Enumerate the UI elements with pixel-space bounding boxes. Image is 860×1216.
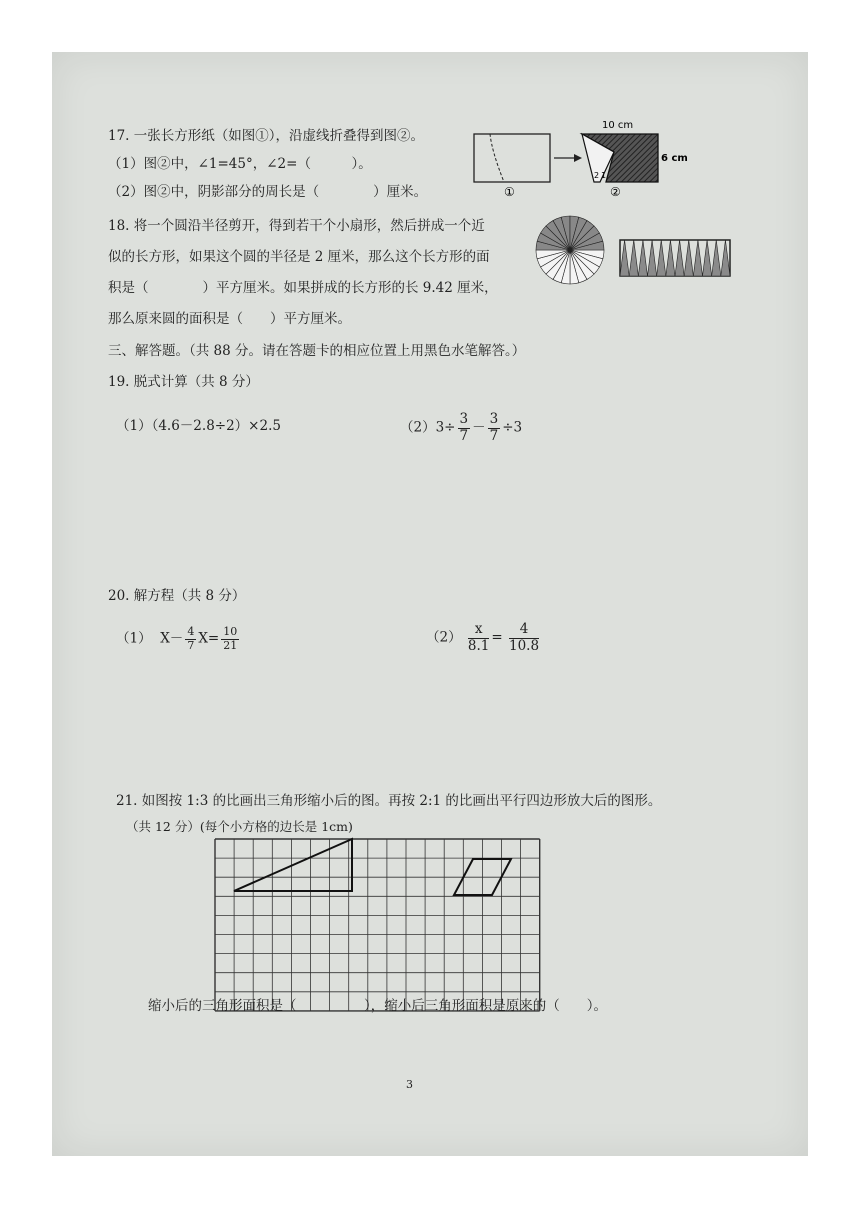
label-angle2: 2 bbox=[594, 171, 600, 180]
q20-title: 20. 解方程（共 8 分） bbox=[108, 588, 246, 604]
q17-stem: 17. 一张长方形纸（如图①），沿虚线折叠得到图②。 bbox=[108, 128, 425, 144]
label-6cm: 6 cm bbox=[661, 153, 688, 164]
q19-title: 19. 脱式计算（共 8 分） bbox=[108, 374, 259, 390]
zigzag-sector bbox=[666, 240, 675, 276]
zigzag-sector bbox=[629, 240, 638, 276]
label-fig2: ② bbox=[610, 185, 621, 199]
q18-line1: 18. 将一个圆沿半径剪开，得到若干个小扇形，然后拼成一个近 bbox=[108, 218, 485, 234]
q20-part2: （2） $\frac{x}{8.1}$ = $\frac{4}{10.8}$ bbox=[426, 621, 540, 654]
label-fig1: ① bbox=[504, 185, 515, 199]
q19-frac2: $\frac{3}{7}$ bbox=[489, 411, 499, 444]
q20-frac-4-7: $\frac{4}{7}$ bbox=[187, 625, 195, 652]
q20-frac-10-21: $\frac{10}{21}$ bbox=[223, 625, 238, 652]
q20-frac-x-8.1: $\frac{x}{8.1}$ bbox=[467, 621, 490, 654]
q21-line2: （共 12 分）(每个小方格的边长是 1cm) bbox=[126, 819, 353, 834]
q20-part1: （1） X－ $\frac{4}{7}$ X= $\frac{10}{21}$ bbox=[116, 625, 238, 652]
q19-part1: （1）（4.6－2.8÷2）×2.5 bbox=[116, 418, 281, 434]
zigzag-sector bbox=[620, 240, 629, 276]
triangle bbox=[234, 839, 352, 891]
zigzag-sector bbox=[675, 240, 684, 276]
zigzag-sector bbox=[648, 240, 657, 276]
page-number: 3 bbox=[406, 1078, 413, 1091]
zigzag-sector bbox=[703, 240, 712, 276]
q18-zigzag-rectangle bbox=[618, 238, 734, 280]
section3-title: 三、解答题。（共 88 分。请在答题卡的相应位置上用黑色水笔解答。） bbox=[108, 343, 526, 359]
q21-line1: 21. 如图按 1:3 的比画出三角形缩小后的图。再按 2:1 的比画出平行四边形放大后的图形。 bbox=[116, 793, 662, 809]
q17-part2: （2）图②中，阴影部分的周长是（ ）厘米。 bbox=[108, 184, 428, 200]
zigzag-sector bbox=[657, 240, 666, 276]
q17-part1: （1）图②中，∠1=45°，∠2=（ ）。 bbox=[108, 156, 372, 172]
q18-line4: 那么原来圆的面积是（ ）平方厘米。 bbox=[108, 311, 351, 327]
zigzag-sector bbox=[712, 240, 721, 276]
q20-frac-4-10.8: $\frac{4}{10.8}$ bbox=[508, 621, 540, 654]
q21-grid-figure bbox=[212, 836, 556, 1016]
q18-line3: 积是（ ）平方厘米。如果拼成的长方形的长 9.42 厘米， bbox=[108, 280, 498, 296]
fig1-fold-line bbox=[490, 134, 504, 182]
fig1-rectangle bbox=[474, 134, 550, 182]
label-10cm: 10 cm bbox=[602, 120, 634, 131]
q19-frac1: $\frac{3}{7}$ bbox=[459, 411, 469, 444]
q17-fold-figure bbox=[470, 112, 700, 202]
zigzag-sector bbox=[638, 240, 647, 276]
zigzag-sector bbox=[693, 240, 702, 276]
q18-line2: 似的长方形，如果这个圆的半径是 2 厘米，那么这个长方形的面 bbox=[108, 249, 490, 265]
zigzag-sector bbox=[684, 240, 693, 276]
q18-circle-sectors bbox=[532, 212, 608, 288]
label-angle1: 1 bbox=[601, 171, 607, 180]
zigzag-sector bbox=[721, 240, 730, 276]
q21-answer: 缩小后的三角形面积是（ ），缩小后三角形面积是原来的（ ）。 bbox=[148, 998, 607, 1014]
q19-part2: （2）3÷ $\frac{3}{7}$ － $\frac{3}{7}$ ÷3 bbox=[400, 411, 523, 444]
arrow-head bbox=[574, 154, 582, 162]
